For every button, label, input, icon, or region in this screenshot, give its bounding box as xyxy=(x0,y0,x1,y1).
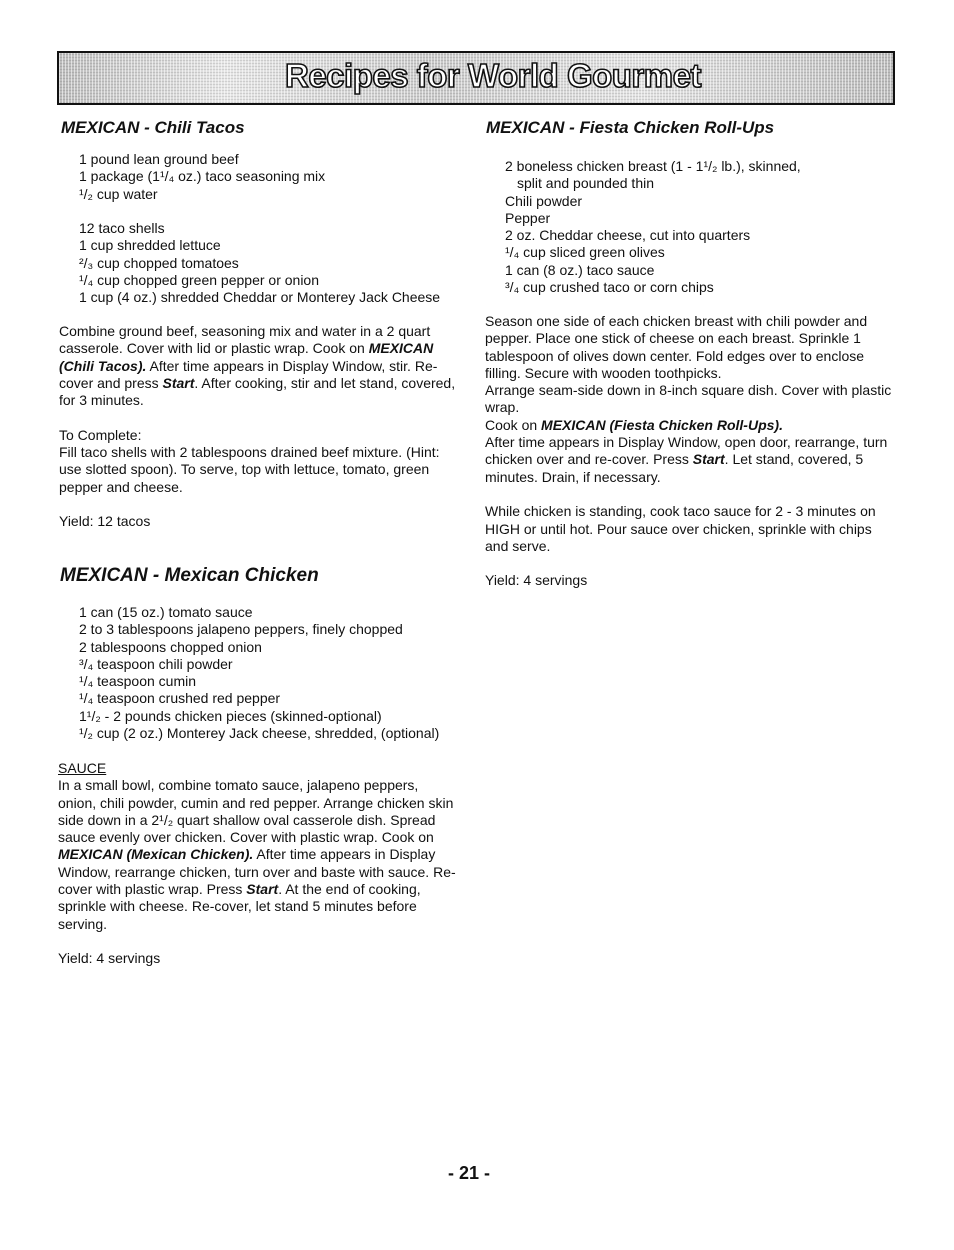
ingredient-line: Chili powder xyxy=(505,192,583,209)
fiesta-ingredients xyxy=(505,158,905,296)
ingredient-line: 1 package (1¹/₄ oz.) taco seasoning mix xyxy=(79,168,326,185)
ingredient-line: ¹/₄ teaspoon cumin xyxy=(79,673,196,690)
to-complete-text: Fill taco shells with 2 tablespoons drained beef mixture. (Hint: use slotted spoon). To serve, top with lettuce, tomato, green pepper and cheese. xyxy=(59,444,440,495)
ingredient-line: 1 pound lean ground beef xyxy=(79,151,239,167)
method-paragraph: After time appears in Display Window, open door, rearrange, turn chicken over and re-cover. Press Start. Let stand, covered, 5 minutes. Drain, if necessary. xyxy=(485,434,888,485)
ingredient-line: 2 boneless chicken breast (1 - 1¹/₂ lb.), skinned, xyxy=(505,158,801,174)
method-paragraph: Combine ground beef, seasoning mix and water in a 2 quart casserole. Cover with lid or plastic wrap. Cook on MEXICAN (Chili Tacos). After time appears in Display Window, stir. Re-cover and press Start. After cooking, stir and let stand, covered, for 3 minutes. xyxy=(59,323,456,409)
page-number: - 21 - xyxy=(448,1163,491,1183)
mexican-chicken-method xyxy=(58,760,458,968)
banner-title: Recipes for World Gourmet xyxy=(285,57,701,94)
ingredient-line: ¹/₂ cup (2 oz.) Monterey Jack cheese, shredded, (optional) xyxy=(79,725,440,742)
page-banner xyxy=(57,51,895,105)
mexican-chicken-ingredients xyxy=(79,604,469,742)
ingredient-line: ²/₃ cup chopped tomatoes xyxy=(79,254,239,271)
method-paragraph: While chicken is standing, cook taco sauce for 2 - 3 minutes on HIGH or until hot. Pour sauce over chicken, sprinkle with chips and serve. xyxy=(485,503,876,554)
ingredient-line: ¹/₂ cup water xyxy=(79,185,158,202)
ingredient-line: 1 can (15 oz.) tomato sauce xyxy=(79,604,253,620)
start-key: Start xyxy=(692,451,725,468)
program-name: MEXICAN (Chili Tacos). xyxy=(59,340,434,374)
program-name: MEXICAN (Mexican Chicken). xyxy=(58,846,254,863)
yield: Yield: 4 servings xyxy=(58,950,161,967)
to-complete-label: To Complete: xyxy=(59,426,142,443)
ingredient-line: 2 to 3 tablespoons jalapeno peppers, finely chopped xyxy=(79,621,403,638)
recipe-title-fiesta-roll-ups: MEXICAN - Fiesta Chicken Roll-Ups xyxy=(486,118,775,137)
ingredient-line: ¹/₄ cup sliced green olives xyxy=(505,244,665,261)
start-key: Start xyxy=(162,374,195,391)
ingredient-line-cont: split and pounded thin xyxy=(517,175,654,192)
chili-tacos-method xyxy=(59,323,457,531)
ingredient-line: 1 can (8 oz.) taco sauce xyxy=(505,261,655,278)
ingredient-line: ¹/₄ teaspoon crushed red pepper xyxy=(79,690,281,707)
ingredient-line: 1 cup shredded lettuce xyxy=(79,237,221,254)
fiesta-method xyxy=(485,313,895,590)
ingredient-line: 1¹/₂ - 2 pounds chicken pieces (skinned-optional) xyxy=(79,707,382,724)
sauce-label: SAUCE xyxy=(58,760,107,776)
ingredient-line: 2 oz. Cheddar cheese, cut into quarters xyxy=(505,227,751,244)
recipe-title-chili-tacos: MEXICAN - Chili Tacos xyxy=(61,118,245,137)
method-paragraph: Season one side of each chicken breast with chili powder and pepper. Place one stick of cheese on each breast. Sprinkle 1 tablespoon of olives down center. Fold edges over to enclose filling. Secure with wooden toothpicks. xyxy=(485,313,868,381)
ingredient-line: Pepper xyxy=(505,209,551,226)
ingredient-line: ³/₄ teaspoon chili powder xyxy=(79,655,233,672)
ingredient-line: 1 cup (4 oz.) shredded Cheddar or Monterey Jack Cheese xyxy=(79,289,441,306)
sauce-paragraph: In a small bowl, combine tomato sauce, jalapeno peppers, onion, chili powder, cumin and red pepper. Arrange chicken skin side down in a 2¹/₂ quart shallow oval casserole dish. Spread sauce evenly over chicken. Cover with plastic wrap. Cook on MEXICAN (Mexican Chicken). After time appears in Display Window, rearrange chicken, turn over and baste with sauce. Re-cover with plastic wrap. Press Start. At the end of cooking, sprinkle with cheese. Re-cover, let stand 5 minutes before serving. xyxy=(58,777,456,932)
chili-tacos-ingredients xyxy=(79,151,469,307)
method-paragraph: Cook on MEXICAN (Fiesta Chicken Roll-Ups). xyxy=(485,416,783,433)
yield: Yield: 12 tacos xyxy=(59,513,151,530)
ingredient-line: 12 taco shells xyxy=(79,220,165,237)
ingredient-line: ¹/₄ cup chopped green pepper or onion xyxy=(79,272,319,289)
ingredient-line: 2 tablespoons chopped onion xyxy=(79,638,262,655)
recipe-title-mexican-chicken: MEXICAN - Mexican Chicken xyxy=(60,565,319,586)
yield: Yield: 4 servings xyxy=(485,572,588,589)
ingredient-line: ³/₄ cup crushed taco or corn chips xyxy=(505,279,714,296)
start-key: Start xyxy=(246,881,279,898)
method-paragraph: Arrange seam-side down in 8-inch square dish. Cover with plastic wrap. xyxy=(485,382,892,416)
program-name: MEXICAN (Fiesta Chicken Roll-Ups). xyxy=(541,416,783,433)
